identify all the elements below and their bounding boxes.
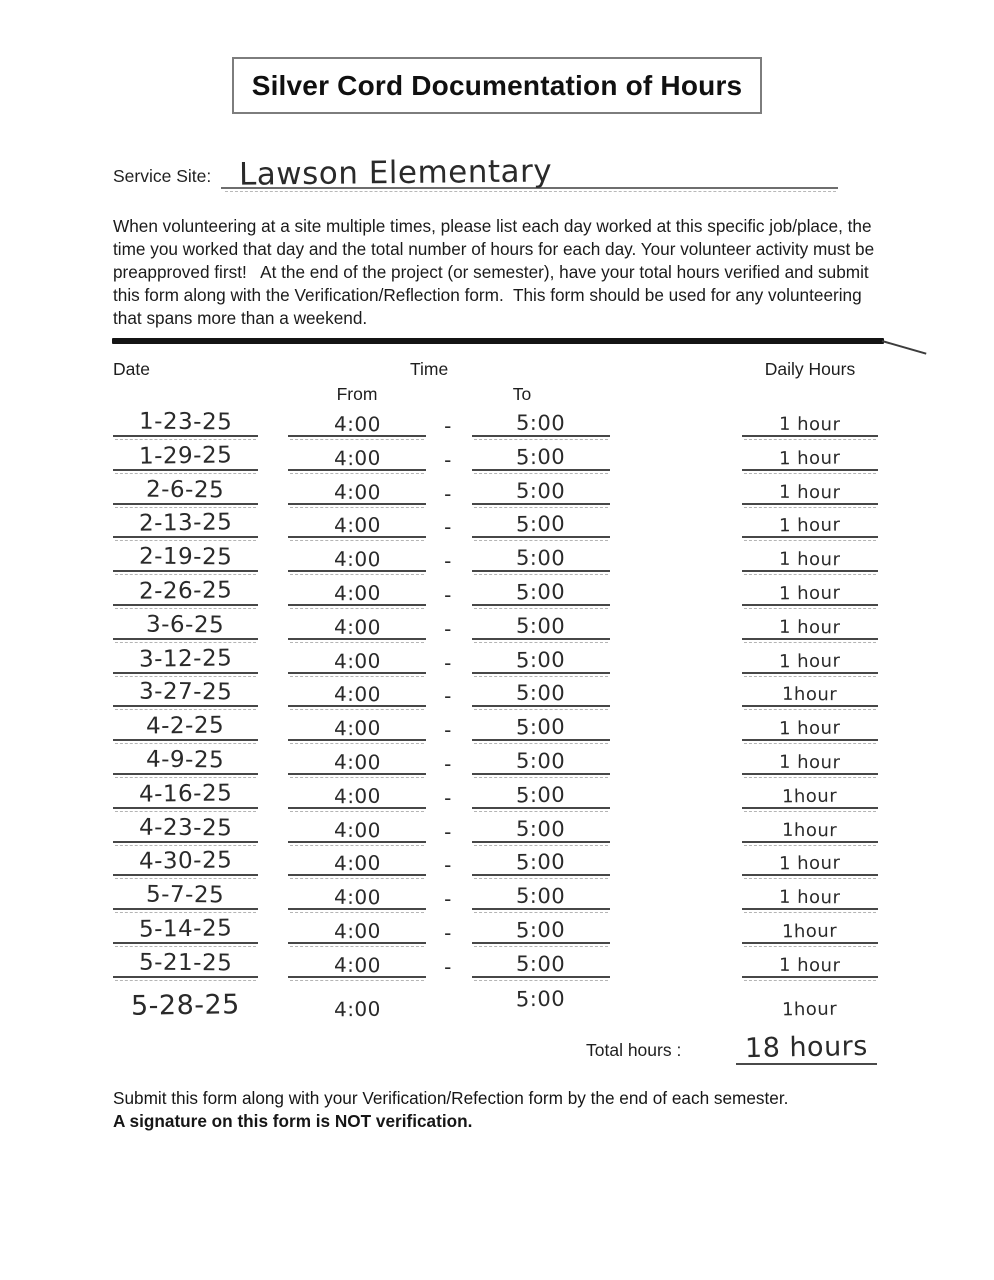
time-separator: - bbox=[444, 447, 452, 472]
time-separator: - bbox=[444, 481, 452, 506]
divider-rule bbox=[112, 338, 884, 344]
table-row bbox=[0, 842, 994, 876]
total-hours-value: 18 hours bbox=[744, 1030, 869, 1065]
date-value: 4-30-25 bbox=[113, 840, 258, 876]
time-from-value: 4:00 bbox=[288, 401, 426, 437]
daily-hours-value: 1hour bbox=[782, 998, 838, 1020]
date-value: 2-26-25 bbox=[113, 570, 258, 606]
daily-hours-value: 1 hour bbox=[742, 435, 878, 471]
date-value: 3-27-25 bbox=[113, 671, 258, 707]
time-to-value: 5:00 bbox=[472, 773, 610, 809]
time-separator: - bbox=[444, 616, 452, 641]
time-from-value: 4:00 bbox=[333, 996, 381, 1021]
time-from-value: 4:00 bbox=[288, 840, 426, 876]
service-site-value: Lawson Elementary bbox=[238, 153, 553, 193]
daily-hours-value: 1 hour bbox=[742, 840, 878, 876]
time-to-value: 5:00 bbox=[472, 435, 610, 471]
time-from-value: 4:00 bbox=[288, 604, 426, 640]
daily-hours-value: 1 hour bbox=[742, 536, 878, 572]
time-from-value: 4:00 bbox=[288, 638, 426, 674]
daily-hours-value: 1 hour bbox=[742, 942, 878, 978]
time-to-value: 5:00 bbox=[472, 401, 610, 437]
table-row bbox=[0, 741, 994, 775]
date-value: 3-6-25 bbox=[113, 604, 258, 640]
column-header-daily-hours: Daily Hours bbox=[764, 359, 856, 379]
table-row bbox=[0, 403, 994, 437]
time-separator: - bbox=[444, 954, 452, 979]
daily-hours-value: 1hour bbox=[742, 773, 878, 809]
time-to-value: 5:00 bbox=[472, 469, 610, 505]
time-to-value: 5:00 bbox=[472, 942, 610, 978]
time-separator: - bbox=[444, 752, 452, 776]
time-separator: - bbox=[444, 853, 452, 878]
daily-hours-value: 1 hour bbox=[742, 502, 878, 538]
date-value: 4-23-25 bbox=[113, 807, 258, 843]
time-from-value: 4:00 bbox=[288, 807, 426, 843]
time-from-value: 4:00 bbox=[288, 570, 426, 606]
daily-hours-value: 1 hour bbox=[742, 469, 878, 505]
date-value: 3-12-25 bbox=[113, 638, 258, 674]
time-from-value: 4:00 bbox=[288, 469, 426, 505]
time-to-value: 5:00 bbox=[516, 986, 566, 1011]
time-separator: - bbox=[444, 921, 452, 945]
table-row bbox=[0, 538, 994, 572]
date-value: 5-28-25 bbox=[130, 988, 241, 1022]
footer-submit-instruction: Submit this form along with your Verification/Refection form by the end of each semester. bbox=[113, 1088, 789, 1108]
footer-signature-note: A signature on this form is NOT verification. bbox=[113, 1111, 473, 1131]
table-row bbox=[0, 572, 994, 606]
daily-hours-value: 1 hour bbox=[742, 604, 878, 640]
table-row bbox=[0, 775, 994, 809]
time-from-value: 4:00 bbox=[288, 502, 426, 538]
time-to-value: 5:00 bbox=[472, 502, 610, 538]
time-separator: - bbox=[444, 887, 452, 912]
time-to-value: 5:00 bbox=[472, 536, 610, 572]
date-value: 4-16-25 bbox=[113, 773, 258, 809]
service-site-label: Service Site: bbox=[113, 166, 212, 186]
daily-hours-value: 1 hour bbox=[742, 570, 878, 606]
instructions-text: When volunteering at a site multiple times, please list each day worked at this specific job/place, the time you worked that day and the total number of hours for each day. Your volunteer activity must be preapproved first! At the end of the project (or semester), have your total hours verified and submit this form along with the Verification/Reflection form. This form should be used for any volunteering that spans more than a weekend. bbox=[113, 216, 879, 328]
form-title: Silver Cord Documentation of Hours bbox=[251, 69, 743, 101]
time-separator: - bbox=[444, 819, 452, 844]
time-separator: - bbox=[444, 583, 452, 607]
date-value: 1-29-25 bbox=[113, 435, 258, 471]
time-from-value: 4:00 bbox=[288, 874, 426, 910]
time-to-value: 5:00 bbox=[472, 874, 610, 910]
daily-hours-value: 1 hour bbox=[742, 874, 878, 910]
table-row bbox=[0, 978, 994, 1020]
title-box bbox=[232, 57, 762, 114]
column-header-to: To bbox=[512, 384, 532, 404]
time-from-value: 4:00 bbox=[288, 908, 426, 944]
time-to-value: 5:00 bbox=[472, 739, 610, 775]
daily-hours-value: 1 hour bbox=[742, 739, 878, 775]
time-separator: - bbox=[444, 785, 452, 810]
time-separator: - bbox=[444, 515, 452, 540]
time-to-value: 5:00 bbox=[472, 671, 610, 707]
time-separator: - bbox=[444, 718, 452, 743]
time-from-value: 4:00 bbox=[288, 671, 426, 707]
table-row bbox=[0, 876, 994, 910]
date-value: 1-23-25 bbox=[113, 401, 258, 437]
table-row bbox=[0, 471, 994, 505]
table-row bbox=[0, 437, 994, 471]
time-from-value: 4:00 bbox=[288, 739, 426, 775]
table-row bbox=[0, 606, 994, 640]
table-row bbox=[0, 809, 994, 843]
table-row bbox=[0, 640, 994, 674]
time-to-value: 5:00 bbox=[472, 705, 610, 741]
daily-hours-value: 1 hour bbox=[742, 401, 878, 437]
total-hours-line bbox=[736, 1020, 877, 1065]
footer bbox=[113, 1087, 923, 1133]
time-to-value: 5:00 bbox=[472, 908, 610, 944]
time-to-value: 5:00 bbox=[472, 807, 610, 843]
date-value: 4-2-25 bbox=[113, 705, 258, 741]
time-from-value: 4:00 bbox=[288, 435, 426, 471]
daily-hours-value: 1hour bbox=[742, 807, 878, 843]
table-row bbox=[0, 673, 994, 707]
time-to-value: 5:00 bbox=[472, 638, 610, 674]
column-header-time: Time bbox=[410, 359, 449, 379]
date-value: 2-13-25 bbox=[113, 502, 258, 538]
table-row bbox=[0, 707, 994, 741]
time-separator: - bbox=[444, 684, 452, 709]
column-header-from: From bbox=[336, 384, 378, 404]
time-from-value: 4:00 bbox=[288, 942, 426, 978]
table-row bbox=[0, 504, 994, 538]
time-from-value: 4:00 bbox=[288, 705, 426, 741]
time-to-value: 5:00 bbox=[472, 840, 610, 876]
table-row bbox=[0, 910, 994, 944]
divider-rule-tail bbox=[882, 340, 927, 355]
time-to-value: 5:00 bbox=[472, 604, 610, 640]
table-row bbox=[0, 944, 994, 978]
time-separator: - bbox=[444, 549, 452, 574]
date-value: 2-6-25 bbox=[113, 469, 258, 505]
date-value: 2-19-25 bbox=[113, 536, 258, 572]
date-value: 5-14-25 bbox=[113, 908, 258, 944]
time-from-value: 4:00 bbox=[288, 536, 426, 572]
service-site-line bbox=[221, 144, 838, 193]
date-value: 5-21-25 bbox=[113, 942, 258, 978]
daily-hours-value: 1 hour bbox=[742, 638, 878, 674]
daily-hours-value: 1 hour bbox=[742, 705, 878, 741]
daily-hours-value: 1hour bbox=[742, 908, 878, 944]
time-separator: - bbox=[444, 414, 452, 438]
time-separator: - bbox=[444, 650, 452, 675]
total-hours-label: Total hours : bbox=[586, 1040, 682, 1060]
time-from-value: 4:00 bbox=[288, 773, 426, 809]
column-header-date: Date bbox=[113, 359, 150, 379]
daily-hours-value: 1hour bbox=[742, 671, 878, 707]
time-to-value: 5:00 bbox=[472, 570, 610, 606]
date-value: 5-7-25 bbox=[113, 874, 258, 910]
date-value: 4-9-25 bbox=[113, 739, 258, 775]
